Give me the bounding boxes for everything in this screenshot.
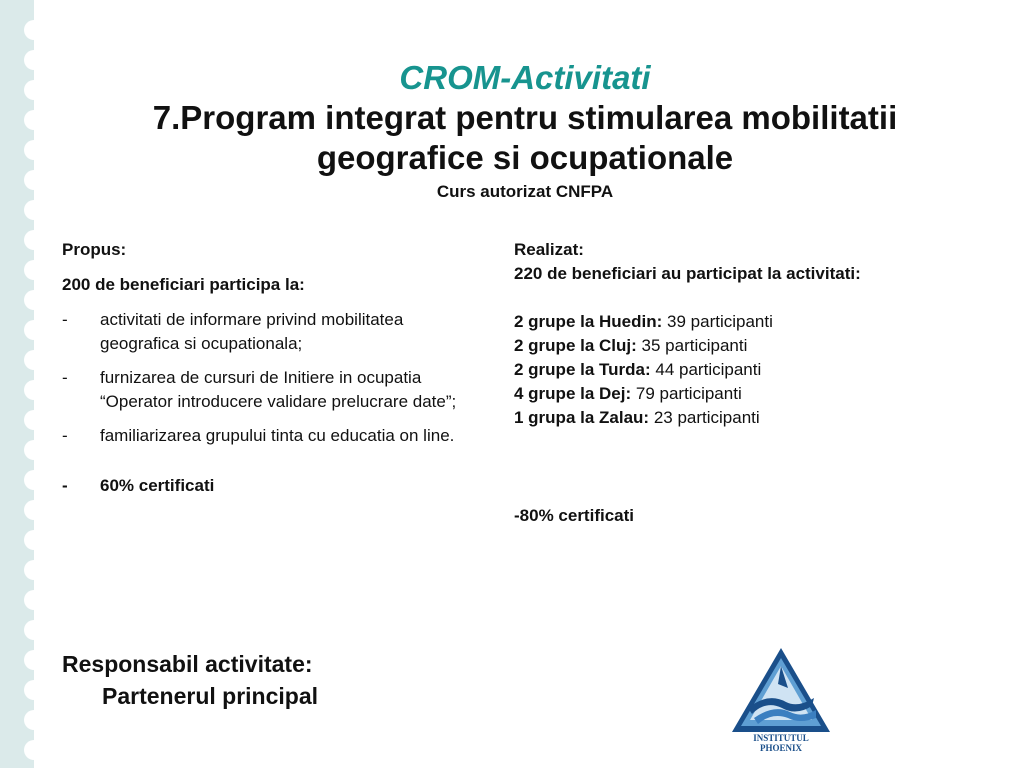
group-label: 2 grupe la Huedin: [514,312,663,331]
bullet-dash: - [62,476,68,495]
achieved-label: Realizat: [514,240,584,259]
binder-hole [24,50,44,70]
binder-hole [24,260,44,280]
slide-title-block [50,58,1000,204]
binder-hole [24,710,44,730]
binder-hole [24,170,44,190]
responsible-value: Partenerul principal [102,683,319,709]
binder-hole [24,320,44,340]
binder-hole [24,410,44,430]
group-value: 39 participanti [667,312,773,331]
proposed-bullet [62,366,462,414]
group-list [514,310,914,430]
binder-hole [24,590,44,610]
proposed-column [62,238,462,508]
binder-hole [24,290,44,310]
binder-hole [24,560,44,580]
slide-title: CROM-Activitati [399,59,651,96]
binder-hole [24,200,44,220]
slide-subtitle-line1: 7.Program integrat pentru stimularea mobilitatii [152,99,898,136]
proposed-bullet-text: activitati de informare privind mobilitatea geografica si ocupationala; [100,310,404,353]
group-value: 35 participanti [641,336,748,355]
slide-subtitle-line2: geografice si ocupationale [316,139,734,176]
binder-hole [24,620,44,640]
binder-hole [24,80,44,100]
proposed-certificati-text: 60% certificati [100,476,215,495]
binder-hole [24,530,44,550]
binder-hole [24,350,44,370]
group-row [514,358,914,382]
logo-text-line1: INSTITUTUL [753,733,809,743]
binder-hole [24,500,44,520]
binder-hole [24,140,44,160]
binder-hole [24,740,44,760]
proposed-bullet-text: familiarizarea grupului tinta cu educatia on line. [100,426,455,445]
group-label: 1 grupa la Zalau: [514,408,650,427]
group-row [514,310,914,334]
slide-course-note: Curs autorizat CNFPA [436,182,614,201]
binder-hole [24,380,44,400]
achieved-column [514,238,914,528]
binder-hole [24,440,44,460]
proposed-certificati [62,474,462,498]
group-value: 23 participanti [653,408,760,427]
responsible-label: Responsabil activitate: [62,651,313,677]
proposed-bullet [62,308,462,356]
proposed-label: Propus: [62,240,127,259]
bullet-dash: - [62,368,68,387]
group-label: 2 grupe la Turda: [514,360,651,379]
group-value: 79 participanti [635,384,742,403]
responsible-block [62,648,482,712]
proposed-bullet [62,424,462,448]
binder-hole [24,230,44,250]
achieved-certificati: -80% certificati [514,506,634,525]
group-row [514,334,914,358]
binder-hole [24,110,44,130]
bullet-dash: - [62,426,68,445]
bullet-dash: - [62,310,68,329]
binder-hole [24,650,44,670]
group-label: 4 grupe la Dej: [514,384,632,403]
proposed-bullet-text: furnizarea de cursuri de Initiere in ocupatia “Operator introducere validare prelucrare date”; [100,368,457,411]
group-label: 2 grupe la Cluj: [514,336,637,355]
binder-hole [24,470,44,490]
binder-hole [24,20,44,40]
proposed-intro: 200 de beneficiari participa la: [62,275,305,294]
binder-hole [24,680,44,700]
group-value: 44 participanti [655,360,762,379]
group-row [514,382,914,406]
phoenix-triangle-logo-icon [728,644,834,754]
achieved-intro: 220 de beneficiari au participat la activitati: [514,264,861,283]
group-row [514,406,914,430]
logo-text-line2: PHOENIX [759,743,803,753]
